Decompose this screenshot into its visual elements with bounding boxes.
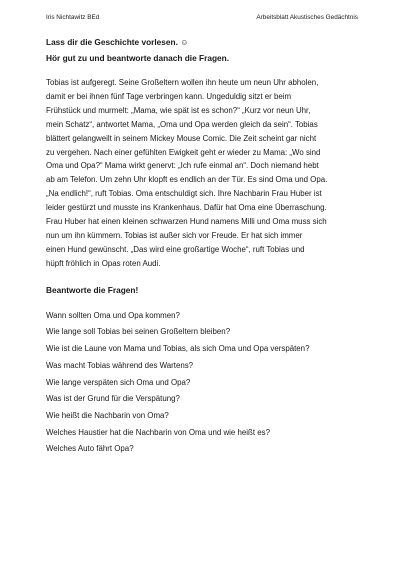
story-line: ab am Telefon. Um zehn Uhr klopft es endlich an der Tür. Es sind Oma und Opa. [46,175,328,185]
question-item: Wie ist die Laune von Mama und Tobias, als sich Oma und Opa verspäten? [46,344,310,354]
story-line: Tobias ist aufgeregt. Seine Großeltern wollen ihn heute um neun Uhr abholen, [46,78,319,87]
story-line: mein Schatz“, antwortet Mama, „Oma und Opa werden gleich da sein“. Tobias [46,119,318,129]
story-line: leider gestürzt und musste ins Krankenhaus. Dafür hat Oma eine Überraschung. [46,203,327,213]
question-item: Welches Auto fährt Opa? [46,444,134,454]
question-item: Wie lange verspäten sich Oma und Opa? [46,377,191,387]
question-item: Welches Haustier hat die Nachbarin von Oma und wie heißt es? [46,427,270,437]
question-item: Wie heißt die Nachbarin von Oma? [46,410,169,420]
story-line: einen Hund gewünscht. „Das wird eine großartige Woche“, ruft Tobias und [46,244,305,254]
question-item: Wann sollten Oma und Opa kommen? [46,310,180,320]
story-line: zu vergehen. Nach einer gefühlten Ewigkeit geht er wieder zu Mama: „Wo sind [46,147,321,157]
questions-heading: Beantworte die Fragen! [46,284,139,295]
story-line: damit er bei ihnen fünf Tage verbringen kann. Ungeduldig sitzt er beim [46,91,292,101]
story-line: „Na endlich!“, ruft Tobias. Oma entschuldigt sich. Ihre Nachbarin Frau Huber ist [46,189,322,199]
story-line: nun um ihn kümmern. Tobias ist außer sich vor Freude. Er hat sich immer [46,230,303,240]
story-line: Oma und Opa?“ Mama wirkt genervt: „Ich rufe einmal an“. Doch niemand hebt [46,161,319,171]
question-item: Was ist der Grund für die Verspätung? [46,394,180,404]
instruction-listen: Lass dir die Geschichte vorlesen. ☺ [46,37,189,47]
story-line: Frühstück und murmelt: „Mama, wie spät ist es schon?“ „Kurz vor neun Uhr, [46,105,311,115]
story-line: blättert gelangweilt in seinem Mickey Mouse Comic. Die Zeit scheint gar nicht [46,133,317,143]
header-title: Arbeitsblatt Akustisches Gedächtnis [256,14,358,21]
question-item: Was macht Tobias während des Wartens? [46,360,194,370]
instruction-answer: Hör gut zu und beantworte danach die Fragen. [46,53,230,63]
question-item: Wie lange soll Tobias bei seinen Großeltern bleiben? [46,327,231,337]
story-text [46,76,358,271]
story-line: hüpft fröhlich in Opas roten Audi. [46,258,161,268]
page-header [46,14,358,21]
story-line: Frau Huber hat einen kleinen schwarzen Hund namens Milli und Oma muss sich [46,217,327,227]
header-author: Iris Nichtawitz BEd [46,14,100,21]
question-list [46,308,358,458]
